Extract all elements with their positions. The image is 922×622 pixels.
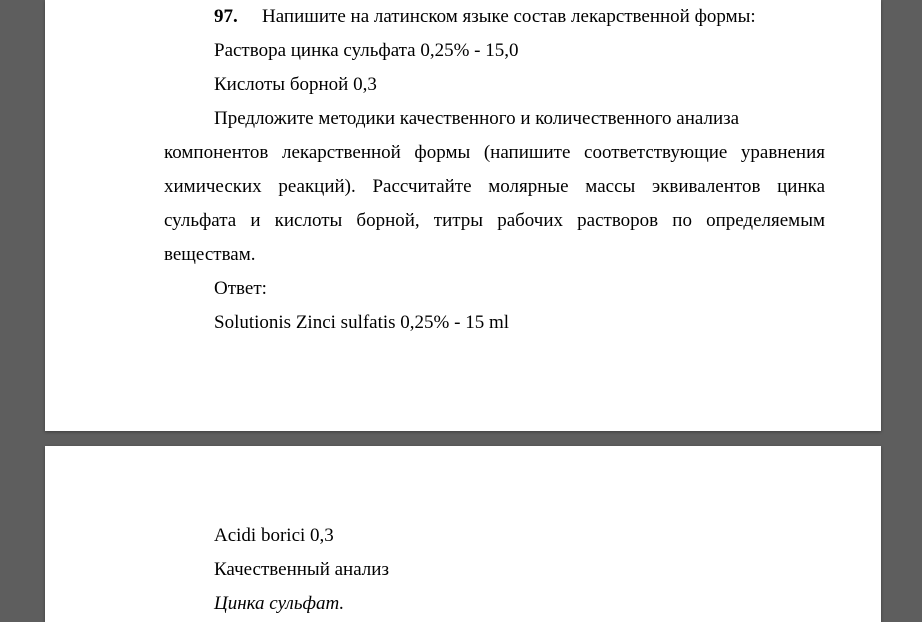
instruction-line-2: компонентов лекарственной формы (напишите соответствующие уравнения (164, 142, 825, 163)
page-2 (45, 446, 881, 622)
ingredient-boric-acid: Кислоты борной 0,3 (214, 74, 377, 95)
instruction-line-3: химических реакций). Рассчитайте молярные массы эквивалентов цинка (164, 176, 825, 197)
subsection-title: Цинка сульфат. (214, 593, 345, 614)
instruction-line-5: веществам. (164, 244, 256, 265)
instruction-line-4: сульфата и кислоты борной, титры рабочих растворов по определяемым (164, 210, 825, 231)
ingredient-zinc-sulfate: Раствора цинка сульфата 0,25% - 15,0 (214, 40, 519, 61)
answer-line-1: Solutionis Zinci sulfatis 0,25% - 15 ml (214, 312, 510, 333)
answer-line-2: Acidi borici 0,3 (214, 525, 334, 546)
section-title: Качественный анализ (214, 559, 389, 580)
task-number: 97. (214, 6, 238, 27)
task-heading (214, 6, 756, 28)
task-title: Напишите на латинском языке состав лекарственной формы: (262, 6, 756, 27)
page-1 (45, 0, 881, 431)
instruction-line-1: Предложите методики качественного и количественного анализа (214, 108, 740, 129)
answer-label: Ответ: (214, 278, 267, 299)
